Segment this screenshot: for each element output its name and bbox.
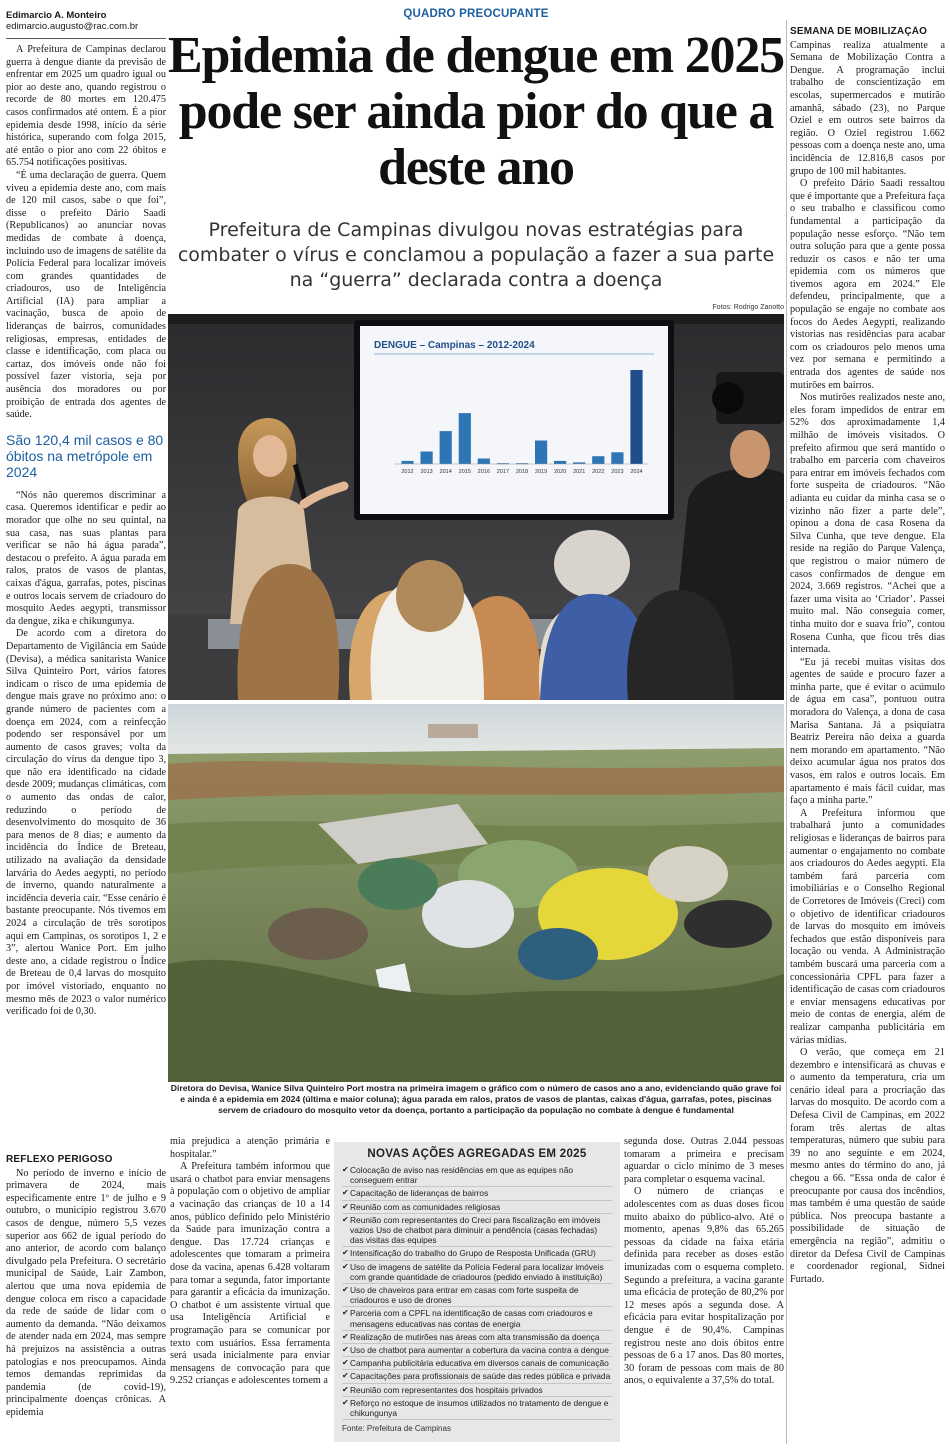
action-item bbox=[342, 1262, 612, 1284]
deck: Prefeitura de Campinas divulgou novas estratégias para combater o vírus e conclamou a população a fazer a sua parte na “guerra” declarada contra a doença bbox=[177, 219, 775, 291]
action-item-text: Reunião com representantes dos hospitais privados bbox=[350, 1384, 543, 1395]
screen-chart-bar bbox=[459, 413, 471, 464]
action-item bbox=[342, 1285, 612, 1307]
byline-divider bbox=[6, 38, 166, 39]
action-item bbox=[342, 1308, 612, 1330]
action-item-text: Uso de imagens de satélite da Polícia Federal para localizar imóveis com grande quantidade de criadouros (pedido enviado à instituição) bbox=[350, 1261, 604, 1282]
check-icon: ✔ bbox=[342, 1285, 349, 1295]
actions-box-source: Fonte: Prefeitura de Campinas bbox=[342, 1424, 451, 1434]
screen-chart-tick-label: 2014 bbox=[439, 469, 452, 475]
action-item bbox=[342, 1371, 612, 1383]
screen-chart-bar bbox=[401, 461, 413, 464]
screen-chart-tick-label: 2012 bbox=[401, 469, 414, 475]
action-item-text: Intensificação do trabalho do Grupo de Resposta Unificada (GRU) bbox=[350, 1248, 596, 1259]
screen-chart-tick-label: 2017 bbox=[496, 469, 510, 475]
screen-chart-title: DENGUE – Campinas – 2012-2024 bbox=[374, 340, 535, 351]
screen-chart-bar bbox=[535, 441, 547, 465]
action-item-text: Campanha publicitária educativa em diversos canais de comunicação bbox=[350, 1358, 609, 1369]
action-item bbox=[342, 1202, 612, 1214]
screen-chart-bar bbox=[630, 370, 642, 464]
photo-presentation bbox=[168, 314, 784, 700]
paragraph: No período de inverno e início de primavera de 2024, mais especificamente entre 1º de julho e 9 outubro, o município registrou 3.670 casos de dengue, número 5,5 vezes superior aos 662 de igual período do ano anterior, de acordo com balanço divulgado pela Prefeitura. O secretário municipal de Saúde, Lair Zambon, alertou que uma nova epidemia de dengue coloca em risco a capacidade da rede de saúde de lidar com o aumento da demanda. “Não deixamos de atender nada em 2024, mas sempre há prejuízos na assistência a outras patologias e nos preocupamos. Ainda temos demandas reprimidas da pandemia (de covid-19), principalmente doenças crônicas. A epidemia bbox=[6, 1167, 166, 1418]
column-divider bbox=[786, 20, 787, 1444]
action-item-text: Colocação de aviso nas residências em que as equipes não conseguem entrar bbox=[350, 1165, 574, 1186]
screen-chart-tick-label: 2019 bbox=[534, 469, 548, 475]
actions-box bbox=[334, 1142, 620, 1442]
screen-chart-tick-label: 2020 bbox=[554, 469, 567, 475]
author-name: Edimarcio A. Monteiro bbox=[6, 10, 107, 21]
screen-chart-tick-label: 2015 bbox=[458, 469, 471, 475]
paragraph: Nos mutirões realizados neste ano, eles foram impedidos de entrar em 52% dos aproximadamente 1,4 milhão de imóveis visitados. O prefeito afirmou que será mantido o trabalho em parceria com chaveiros para entrar em imóveis fechados com forte suspeita de criadouros. “Não adianta eu cuidar da minha casa se o vizinho não fizer a parte dele”, opinou a dona de casa Rosenа da Silva Cunha, que teve dengue. Ela reside na região do Parque Valença, que registrou o maior número de casos confirmados de dengue em 2024, 3.669 registros. “Achei que a fazer uma visita ao ‘Criador’. Passei muito mal. Não conseguia comer, tinha muito dor e suava frio”, contou Rosena Cunha, que ficou três dias internada. bbox=[790, 392, 945, 656]
check-icon: ✔ bbox=[342, 1165, 349, 1174]
action-item bbox=[342, 1215, 612, 1248]
paragraph: “Nós não queremos discriminar a casa. Queremos identificar e pedir ao morador que olhe no seu quintal, na sua casa, nas suas plantas para verificar se não há água parada”, destacou o prefeito. A água parada em ralos, pratos de vasos de plantas, caixas d'água, garrafas, potes, piscinas e outros locais servem de criadouro do mosquito Aedes aegypti, transmissor da dengue, zika e chikungunya. bbox=[6, 489, 166, 627]
paragraph: “Eu já recebi muitas visitas dos agentes de saúde e procuro fazer a minha parte, que é evitar o acúmulo de água em casa”, pontuou outra moradora do Valença, a dona de casa Marisa Santana. Já a psiquiatra Beatriz Pereira não deixa a guarda nem morando em apartamento. “Não deixo acumular água nos pratos dos vasos, em ralos e outros locais. Em apartamento é mais fácil cuidar, mas faço a minha parte.” bbox=[790, 656, 945, 807]
paragraph: A Prefeitura informou que trabalhará junto a comunidades religiosas e lideranças de bairros para aumentar o engajamento no combate aos criadouros do Aedes aegypti. Ela também fará parceria com imobiliárias e o Conselho Regional de Corretores de Imóveis (Creci) com o objetivo de identificar criadouros de larvas do mosquito em imóveis fechados que estão disponíveis para locação ou venda. A Administração também buscará uma parceria com a concessionária CPFL para fazer a identificação de casas com criadouros e enviar mensagens educativas por meio de contas de energia, além de realizar campanha publicitária em várias mídias. bbox=[790, 807, 945, 1046]
action-item bbox=[342, 1385, 612, 1397]
bottom-column-2 bbox=[170, 1136, 330, 1444]
trash-lot-illustration bbox=[168, 704, 784, 1082]
action-item bbox=[342, 1248, 612, 1260]
check-icon: ✔ bbox=[342, 1308, 349, 1318]
paragraph: O verão, que começa em 21 dezembro e intensificará as chuvas e o aumento da temperatura, cria um cenário ideal para a procriação das larvas do mosquito. De acordo com a Defesa Civil de Campinas, em 2022 foram três alertas de altas temperaturas, número que subiu para 39 no ano seguinte e em 2024, mesmo antes do término do ano, já chegou a 66. “Essa onda de calor é preocupante por causa dos incêndios, mas também é uma questão de saúde pública. Nos preocupa bastante a possibilidade de situação de emergência na região”, admitiu o diretor da Defesa Civil de Campinas e coordenador regional, Sidnei Furtado. bbox=[790, 1047, 945, 1285]
paragraph: A Prefeitura também informou que usará o chatbot para enviar mensagens à população com o objetivo de ampliar a vacinação das crianças de 10 a 14 anos, público definido pelo Ministério da Saúde para imunização contra a dengue. Das 17.724 crianças e adolescentes que tomaram a primeira dose da vacina, apenas 6.428 voltaram para tomar a segunda, fator importante para garantir a eficácia da imunização. O chatbot é um assistente virtual que usa Inteligência Artificial e programação para se comunicar por texto com usuários. Essa ferramenta será usada inicialmente para enviar mensagens de convocação para que 9.252 crianças e adolescentes tomem a bbox=[170, 1161, 330, 1387]
screen-chart-tick-label: 2013 bbox=[420, 469, 433, 475]
byline bbox=[6, 10, 166, 32]
action-item bbox=[342, 1345, 612, 1357]
action-item bbox=[342, 1188, 612, 1200]
check-icon: ✔ bbox=[342, 1345, 349, 1355]
left-column bbox=[6, 44, 166, 1160]
screen-chart-bar bbox=[592, 456, 604, 464]
check-icon: ✔ bbox=[342, 1384, 349, 1394]
check-icon: ✔ bbox=[342, 1331, 349, 1341]
screen-chart-bar bbox=[421, 452, 433, 465]
action-item bbox=[342, 1165, 612, 1187]
action-item-text: Reforço no estoque de insumos utilizados no tratamento de dengue e chikungunya bbox=[350, 1397, 609, 1419]
screen-chart-bar bbox=[554, 461, 566, 464]
check-icon: ✔ bbox=[342, 1188, 349, 1198]
paragraph: De acordo com a diretora do Departamento de Vigilância em Saúde (Devisa), a médica sanitarista Wanice Silva Quinteiro Port, vários fatores indicam o risco de uma epidemia de dengue mais grave no próximo ano: o grande número de pacientes com a doença em 2024, com a reinfecção podendo ser responsável por um aumento de casos graves; volta da circulação do vírus da dengue tipo 3, que não era identificado na cidade desde 2009; mudanças climáticas, com o aumento das ondas de calor, reduzindo o período de desenvolvimento do mosquito de 36 para menos de 8 dias; e aumento da incidência do Índice de Breteau, utilizado na avaliação da densidade larvária do Aedes aegypti, no período de inverno, quando naturalmente a incidência deveria cair. “Esse cenário é bastante preocupante. Nós tivemos em 2024 a circulação de três sorotipos aqui em Campinas, os sorotipos 1, 2 e 3”, alertou Wanice Port. Em julho deste ano, a cidade registrou o Índice de Breteau de 0,4 larvas do mosquito por imóvel vistoriado, enquanto no mesmo mês de 2023 o valor numérico verificado foi de 0,30. bbox=[6, 628, 166, 1018]
action-item-text: Parceria com a CPFL na identificação de casas com criadouros e mensagens educativas nas contas de energia bbox=[350, 1308, 593, 1329]
check-icon: ✔ bbox=[342, 1214, 349, 1224]
headline: Epidemia de dengue em 2025 pode ser ainda pior do que a deste ano bbox=[168, 27, 784, 196]
photo-credit: Fotos: Rodrigo Zanotto bbox=[712, 304, 784, 311]
check-icon: ✔ bbox=[342, 1261, 349, 1271]
check-icon: ✔ bbox=[342, 1201, 349, 1211]
section-title: REFLEXO PERIGOSO bbox=[6, 1154, 113, 1165]
action-item-text: Realização de mutirões nas áreas com alta transmissão da doença bbox=[350, 1331, 600, 1342]
paragraph: “É uma declaração de guerra. Quem viveu a epidemia deste ano, com mais de 120 mil casos, sabe o que foi”, disse o prefeito Dário Saadi (Republicanos) ao anunciar novas medidas de combate à doença, incluindo uso de imagens de satélite da Polícia Federal para localizar imóveis com grandes quantidades de criadouros, uso de Inteligência Artificial (IA) para ampliar a vacinação, busca de apoio de lideranças de bairros, comunidades religiosas, empresas, entidades de classe e identificação, com placa ou cartaz, dos imóveis onde não foi possível fazer vistoria, seja por ausência dos moradores ou por proibição de entrada dos agentes de saúde. bbox=[6, 169, 166, 421]
action-item-text: Uso de chatbot para aumentar a cobertura da vacina contra a dengue bbox=[350, 1345, 609, 1356]
screen-chart-tick-label: 2021 bbox=[573, 469, 586, 475]
action-item bbox=[342, 1358, 612, 1370]
screen-chart-tick-label: 2016 bbox=[477, 469, 490, 475]
screen-chart-tick-label: 2024 bbox=[630, 469, 643, 475]
paragraph: A Prefeitura de Campinas declarou guerra à dengue diante da previsão de enfrentar em 2025 um quadro igual ou pior ao deste ano, quando registrou o recorde de 80 mortes em 120.475 casos confirmados até ontem. É a pior epidemia desde 1998, início da série histórica, superando com folga 2015, até então o pior ano com 22 óbitos e 65.754 notificações positivas. bbox=[6, 44, 166, 169]
presentation-illustration bbox=[168, 314, 784, 700]
check-icon: ✔ bbox=[342, 1371, 349, 1381]
actions-list bbox=[342, 1165, 612, 1420]
check-icon: ✔ bbox=[342, 1397, 349, 1407]
action-item bbox=[342, 1332, 612, 1344]
actions-box-title: NOVAS AÇÕES AGREGADAS EM 2025 bbox=[367, 1148, 587, 1160]
action-item-text: Uso de chaveiros para entrar em casas com forte suspeita de criadouros e uso de drones bbox=[350, 1285, 579, 1306]
paragraph: O prefeito Dário Saadi ressaltou que é importante que a Prefeitura faça o seu trabalho e classificou como fundamental a participação da população nesse esforço. “Não tem outra solução para que a gente possa reduzir os casos e não ter uma epidemia com os números que tivemos agora em 2024.” Ele defendeu, principalmente, que a população se engaje no combate aos focos do Aedes Aegypti, realizando vistorias nas residências para acabar com os criadouros pelo menos uma vez por semana e permitindo a entrada dos agentes de saúde nos mutirões em bairros. bbox=[790, 178, 945, 391]
check-icon: ✔ bbox=[342, 1358, 349, 1368]
action-item-text: Reunião com representantes do Creci para fiscalização em imóveis vazios Uso de chatbot para diminuir a pendência (casas fechadas) das visitas das equipes bbox=[350, 1214, 601, 1246]
screen-chart-bar bbox=[478, 459, 490, 465]
action-item-text: Capacitação de lideranças de bairros bbox=[350, 1188, 489, 1199]
paragraph: O número de crianças e adolescentes com as duas doses ficou muito abaixo do público-alvo. Até o momento, apenas 9,8% das 65.265 pessoas da cidade na faixa etária definida para receber as doses estão imunizadas com o esquema completo. Segundo a prefeitura, a vacina garante uma eficácia de proteção de 80,2% por 12 meses após a segunda dose. A eficácia para evitar hospitalização por dengue é de 90,4%. Campinas registrou neste ano dois óbitos entre pessoas de 6 a 17 anos. Das 80 mortes, 30 foram de pessoas com mais de 80 anos, o equivalente a 37,5% do total. bbox=[624, 1186, 784, 1387]
right-column bbox=[790, 26, 945, 1446]
bottom-column-4 bbox=[624, 1136, 784, 1444]
photo-caption: Diretora do Devisa, Wanice Silva Quinteiro Port mostra na primeira imagem o gráfico com o número de casos ano a ano, evidenciando quão grave foi e ainda é a epidemia em 2024 (última e maior coluna); água parada em ralos, pratos de vasos de plantas, caixas d'água, garrafas, potes, piscinas servem de criadouro do mosquito vetor da doença, portanto a participação da população no combate à dengue é fundamental bbox=[170, 1083, 782, 1115]
photo-trash-lot bbox=[168, 704, 784, 1082]
screen-chart-bar bbox=[440, 431, 452, 464]
subhead: São 120,4 mil casos e 80 óbitos na metrópole em 2024 bbox=[6, 431, 164, 480]
screen-chart-bar bbox=[611, 452, 623, 464]
screen-chart-tick-label: 2022 bbox=[592, 469, 605, 475]
paragraph: segunda dose. Outras 2.044 pessoas tomaram a primeira e precisam aguardar o ciclo mínimo de 3 meses para completar o esquema vacinal. bbox=[624, 1136, 784, 1185]
author-email[interactable]: edimarcio.augusto@rac.com.br bbox=[6, 21, 139, 32]
kicker: QUADRO PREOCUPANTE bbox=[403, 8, 549, 20]
paragraph: mia prejudica a atenção primária e hospitalar.” bbox=[170, 1136, 330, 1160]
screen-chart-tick-label: 2023 bbox=[611, 469, 624, 475]
action-item-text: Capacitações para profissionais de saúde das redes pública e privada bbox=[350, 1371, 611, 1382]
action-item-text: Reunião com as comunidades religiosas bbox=[350, 1201, 501, 1212]
section-title: SEMANA DE MOBILIZAÇÃO bbox=[790, 26, 928, 37]
check-icon: ✔ bbox=[342, 1248, 349, 1258]
screen-chart-tick-label: 2018 bbox=[515, 469, 529, 475]
paragraph: Campinas realiza atualmente a Semana de Mobilização Contra a Dengue. A programação inclui trabalho de conscientização em escolas, supermercados e mutirão amanhã, sábado (23), no Parque Oziel e em outros sete bairros da região. O Oziel registrou 1.662 pessoas com a doença neste ano, uma incidência de 12.816,8 casos por grupo de 100 mil habitantes. bbox=[790, 39, 945, 177]
bottom-column-1 bbox=[6, 1150, 166, 1444]
action-item bbox=[342, 1398, 612, 1420]
